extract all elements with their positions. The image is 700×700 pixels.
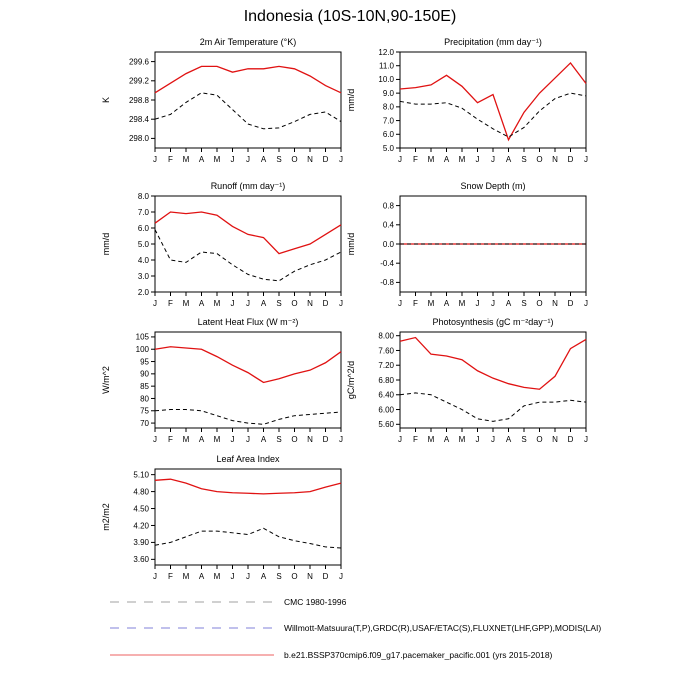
y-tick-label: 5.60 — [378, 420, 394, 430]
x-tick-label: F — [168, 155, 173, 164]
series-model — [155, 479, 341, 494]
x-tick-label: A — [505, 155, 512, 164]
y-axis-label: W/m^2 — [101, 366, 111, 394]
y-tick-label: 298.8 — [128, 95, 149, 105]
x-tick-label: M — [213, 572, 221, 581]
x-tick-label: M — [182, 299, 190, 308]
x-tick-label: F — [168, 299, 173, 308]
x-tick-label: J — [475, 435, 480, 444]
x-tick-label: A — [505, 299, 512, 308]
y-axis-label: m2/m2 — [101, 503, 111, 531]
y-tick-label: 11.0 — [379, 61, 394, 71]
series-obs — [155, 410, 341, 425]
y-axis-label: mm/d — [101, 232, 111, 256]
y-tick-label: 6.40 — [378, 390, 394, 400]
y-tick-label: 95 — [140, 357, 149, 367]
x-tick-label: D — [567, 155, 574, 164]
chart-title: Latent Heat Flux (W m⁻²) — [197, 317, 299, 327]
x-tick-label: J — [246, 572, 250, 581]
y-tick-label: -0.8 — [380, 278, 394, 288]
x-tick-label: J — [491, 155, 495, 164]
x-tick-label: D — [567, 299, 574, 308]
y-axis-label: mm/d — [346, 88, 356, 112]
y-tick-label: 5.10 — [133, 470, 149, 480]
y-tick-label: 298.4 — [128, 115, 149, 124]
y-tick-label: 0.8 — [382, 201, 394, 211]
x-tick-label: N — [307, 155, 313, 164]
x-tick-label: J — [230, 155, 235, 164]
x-tick-label: D — [322, 435, 329, 444]
y-tick-label: 0.4 — [382, 220, 394, 230]
chart-panel-4 — [340, 178, 598, 314]
y-tick-label: 8.00 — [378, 331, 394, 341]
y-tick-label: 299.2 — [128, 76, 149, 86]
chart-panel-7 — [95, 451, 353, 587]
x-tick-label: M — [458, 435, 466, 444]
series-obs — [155, 93, 341, 129]
x-tick-label: M — [427, 435, 435, 444]
chart-panel-6 — [340, 314, 598, 450]
y-tick-label: 6.80 — [378, 375, 394, 385]
x-tick-label: M — [213, 155, 221, 164]
x-tick-label: S — [521, 155, 527, 164]
x-tick-label: J — [153, 299, 157, 308]
x-tick-label: O — [536, 435, 543, 444]
plot-border — [400, 332, 586, 428]
x-tick-label: M — [182, 155, 190, 164]
x-tick-label: J — [339, 435, 343, 444]
y-tick-label: 3.90 — [133, 538, 149, 548]
series-obs — [400, 393, 586, 421]
x-tick-label: S — [521, 299, 527, 308]
x-tick-label: F — [168, 572, 173, 581]
x-tick-label: J — [491, 435, 495, 444]
x-tick-label: F — [168, 435, 173, 444]
x-tick-label: J — [153, 155, 157, 164]
x-tick-label: S — [521, 435, 527, 444]
x-tick-label: J — [398, 435, 402, 444]
y-tick-label: 80 — [140, 394, 149, 404]
legend-item-label: Willmott-Matsuura(T,P),GRDC(R),USAF/ETAC(S),FLUXNET(LHF,GPP),MODIS(LAI) — [284, 623, 602, 633]
x-tick-label: O — [291, 572, 298, 581]
x-tick-label: J — [230, 435, 235, 444]
x-tick-label: J — [246, 299, 250, 308]
x-tick-label: A — [443, 435, 450, 444]
x-tick-label: M — [427, 155, 435, 164]
x-tick-label: J — [584, 155, 588, 164]
plot-border — [155, 469, 341, 565]
series-obs — [400, 93, 586, 137]
x-tick-label: M — [213, 299, 221, 308]
x-tick-label: D — [322, 572, 329, 581]
y-tick-label: 10.0 — [378, 75, 394, 85]
chart-title: Runoff (mm day⁻¹) — [210, 181, 286, 191]
x-tick-label: J — [339, 155, 343, 164]
y-tick-label: 4.0 — [137, 255, 149, 265]
x-tick-label: O — [536, 299, 543, 308]
y-tick-label: 4.50 — [133, 504, 149, 514]
y-tick-label: 12.0 — [378, 47, 394, 57]
series-model — [155, 347, 341, 383]
y-tick-label: 75 — [140, 406, 149, 416]
y-tick-label: 298.0 — [128, 134, 149, 144]
x-tick-label: N — [307, 299, 313, 308]
y-axis-label: K — [101, 96, 111, 104]
series-model — [155, 66, 341, 92]
y-tick-label: 7.60 — [378, 346, 394, 356]
chart-title: Leaf Area Index — [216, 454, 280, 464]
figure-title: Indonesia (10S-10N,90-150E) — [243, 8, 457, 25]
x-tick-label: M — [458, 155, 466, 164]
x-tick-label: N — [552, 155, 558, 164]
x-tick-label: A — [198, 155, 205, 164]
y-tick-label: 6.0 — [382, 130, 394, 140]
y-tick-label: 299.6 — [128, 57, 149, 67]
x-tick-label: O — [291, 435, 298, 444]
x-tick-label: F — [413, 155, 418, 164]
chart-title: Precipitation (mm day⁻¹) — [444, 37, 542, 47]
x-tick-label: D — [322, 299, 329, 308]
plot-border — [155, 52, 341, 148]
x-tick-label: A — [260, 155, 267, 164]
x-tick-label: J — [398, 155, 402, 164]
x-tick-label: O — [291, 155, 298, 164]
x-tick-label: J — [153, 572, 157, 581]
x-tick-label: J — [398, 299, 402, 308]
y-tick-label: 7.20 — [378, 361, 394, 371]
x-tick-label: A — [198, 435, 205, 444]
y-tick-label: 5.0 — [137, 239, 149, 249]
legend-line-dashed-gray — [108, 597, 276, 607]
x-tick-label: J — [230, 299, 235, 308]
x-tick-label: A — [260, 572, 267, 581]
plot-border — [155, 196, 341, 292]
y-tick-label: 6.00 — [378, 405, 394, 415]
y-tick-label: 7.0 — [137, 207, 149, 217]
y-tick-label: 85 — [140, 381, 149, 391]
x-tick-label: A — [443, 299, 450, 308]
x-tick-label: A — [198, 572, 205, 581]
y-tick-label: 8.0 — [382, 102, 394, 112]
y-tick-label: 6.0 — [137, 223, 149, 233]
legend-line-solid-red — [108, 650, 276, 660]
y-tick-label: 4.80 — [133, 487, 149, 497]
x-tick-label: M — [427, 299, 435, 308]
x-tick-label: S — [276, 435, 282, 444]
chart-title: Snow Depth (m) — [460, 181, 526, 191]
x-tick-label: S — [276, 299, 282, 308]
x-tick-label: M — [182, 435, 190, 444]
x-tick-label: A — [260, 299, 267, 308]
y-tick-label: 7.0 — [382, 116, 394, 126]
y-tick-label: 3.60 — [133, 555, 149, 565]
x-tick-label: A — [198, 299, 205, 308]
x-tick-label: F — [413, 299, 418, 308]
x-tick-label: D — [567, 435, 574, 444]
x-tick-label: N — [552, 435, 558, 444]
x-tick-label: J — [153, 435, 157, 444]
x-tick-label: O — [536, 155, 543, 164]
x-tick-label: M — [182, 572, 190, 581]
series-model — [155, 212, 341, 254]
y-tick-label: 5.0 — [382, 143, 394, 153]
x-tick-label: J — [491, 299, 495, 308]
x-tick-label: J — [339, 572, 343, 581]
chart-panel-5 — [95, 314, 353, 450]
x-tick-label: O — [291, 299, 298, 308]
chart-panel-2 — [340, 34, 598, 170]
series-obs — [155, 528, 341, 548]
chart-panel-1 — [95, 34, 353, 170]
legend-item-cmc — [108, 596, 346, 608]
y-axis-label: gC/m^2/d — [346, 360, 356, 400]
x-tick-label: S — [276, 155, 282, 164]
x-tick-label: N — [307, 435, 313, 444]
chart-panel-3 — [95, 178, 353, 314]
y-tick-label: 100 — [135, 345, 149, 355]
y-tick-label: 4.20 — [133, 521, 149, 531]
legend-line-dashed-blue — [108, 623, 276, 633]
x-tick-label: N — [552, 299, 558, 308]
series-model — [400, 338, 586, 390]
y-tick-label: 8.0 — [137, 191, 149, 201]
x-tick-label: J — [584, 299, 588, 308]
x-tick-label: A — [505, 435, 512, 444]
x-tick-label: D — [322, 155, 329, 164]
plot-border — [155, 332, 341, 428]
y-tick-label: 0.0 — [382, 239, 394, 249]
y-tick-label: 70 — [140, 418, 149, 428]
x-tick-label: M — [458, 299, 466, 308]
plot-border — [400, 52, 586, 148]
series-obs — [155, 230, 341, 281]
x-tick-label: J — [339, 299, 343, 308]
x-tick-label: J — [230, 572, 235, 581]
x-tick-label: A — [260, 435, 267, 444]
x-tick-label: J — [584, 435, 588, 444]
chart-title: 2m Air Temperature (°K) — [199, 37, 297, 47]
y-tick-label: -0.4 — [380, 259, 394, 268]
x-tick-label: F — [413, 435, 418, 444]
chart-title: Photosynthesis (gC m⁻²day⁻¹) — [432, 317, 554, 327]
legend-item-label: b.e21.BSSP370cmip6.f09_g17.pacemaker_pacific.001 (yrs 2015-2018) — [284, 650, 553, 660]
y-tick-label: 90 — [140, 369, 149, 379]
x-tick-label: N — [307, 572, 313, 581]
y-tick-label: 3.0 — [137, 271, 149, 281]
legend-item-model — [108, 649, 552, 661]
y-tick-label: 9.0 — [382, 88, 394, 98]
y-tick-label: 2.0 — [137, 287, 149, 297]
y-axis-label: mm/d — [346, 232, 356, 256]
x-tick-label: J — [475, 299, 480, 308]
x-tick-label: J — [246, 155, 250, 164]
legend-item-obs — [108, 622, 601, 634]
x-tick-label: J — [475, 155, 480, 164]
legend-item-label: CMC 1980-1996 — [284, 597, 347, 607]
y-tick-label: 105 — [135, 332, 149, 342]
x-tick-label: A — [443, 155, 450, 164]
x-tick-label: M — [213, 435, 221, 444]
x-tick-label: S — [276, 572, 282, 581]
x-tick-label: J — [246, 435, 250, 444]
